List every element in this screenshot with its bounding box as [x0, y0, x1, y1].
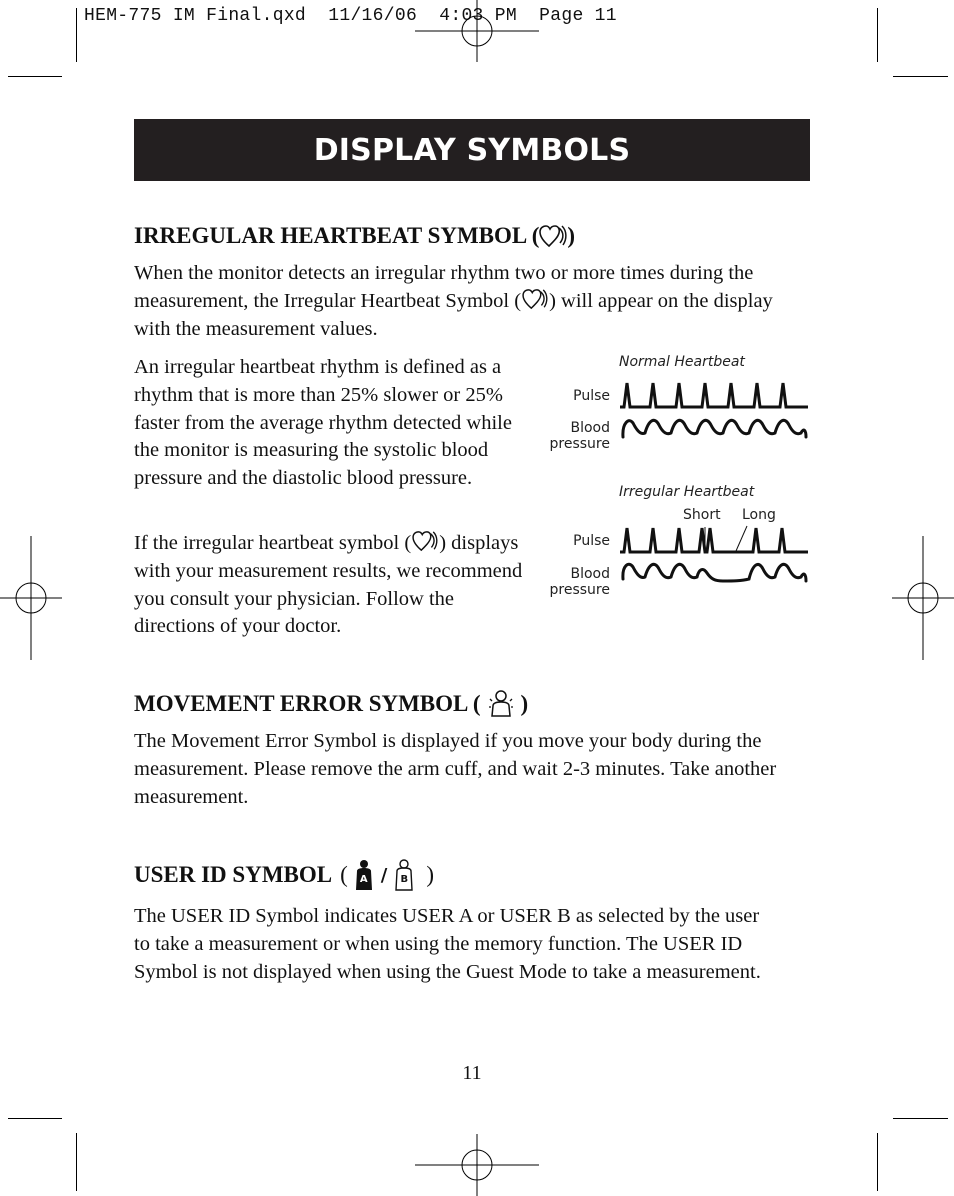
advice-after: ) displays with your measurement results, we recommend you consult your physician. Follow the directions of your doctor. — [134, 532, 523, 638]
crop-mark — [893, 1118, 948, 1119]
irregular-heartbeat-heading — [134, 222, 575, 250]
long-label: Long — [742, 507, 776, 523]
irregular-pressure-label: pressure — [549, 582, 610, 598]
intro-after: ) will appear on the display with the measurement values. — [134, 289, 773, 340]
irregular-pressure-wave — [623, 564, 806, 581]
normal-pressure-label: pressure — [549, 436, 610, 452]
long-marker — [736, 526, 747, 551]
irregular-heartbeat-title: Irregular Heartbeat — [619, 484, 755, 500]
user-id-body: The USER ID Symbol indicates USER A or USER B as selected by the user to take a measurement or when using the memory function. The USER ID Symbol is not displayed when using the Guest Mode to take a measurement. — [134, 905, 761, 983]
crop-mark — [877, 1133, 878, 1191]
crop-mark — [877, 8, 878, 62]
irregular-blood-label: Blood — [570, 566, 610, 582]
advice-before: If the irregular heartbeat symbol ( — [134, 532, 412, 554]
irregular-heartbeat-icon — [539, 224, 567, 248]
section-banner — [134, 119, 810, 181]
user-id-heading — [134, 858, 434, 892]
printer-slug: HEM-775 IM Final.qxd 11/16/06 4:03 PM Page 11 — [84, 6, 617, 26]
open-paren: ( — [340, 862, 348, 887]
registration-mark-right — [892, 536, 954, 660]
user-b-letter: B — [400, 874, 409, 885]
irregular-pulse-label: Pulse — [573, 533, 610, 549]
page-title: DISPLAY SYMBOLS — [313, 132, 631, 168]
page-number: 11 — [462, 1062, 482, 1084]
irregular-heartbeat-icon — [521, 288, 549, 310]
short-label: Short — [683, 507, 721, 523]
user-a-letter: A — [359, 874, 368, 885]
user-b-icon — [394, 859, 414, 891]
registration-mark-bottom — [415, 1134, 539, 1196]
crop-mark — [8, 76, 62, 77]
movement-error-body: The Movement Error Symbol is displayed if you move your body during the measurement. Please remove the arm cuff, and wait 2-3 minutes. Take another measurement. — [134, 730, 777, 808]
crop-mark — [76, 8, 77, 62]
close-paren: ) — [426, 862, 435, 887]
movement-error-heading — [134, 689, 528, 719]
crop-mark — [8, 1118, 62, 1119]
movement-error-icon — [487, 689, 515, 719]
normal-pulse-wave — [620, 383, 808, 407]
heading-text: USER ID SYMBOL — [134, 862, 333, 887]
normal-heartbeat-title: Normal Heartbeat — [619, 354, 745, 370]
irregular-pulse-wave — [620, 528, 808, 552]
registration-mark-top — [415, 0, 539, 62]
irregular-intro — [134, 260, 814, 343]
user-a-icon — [354, 859, 374, 891]
slash: / — [380, 864, 388, 886]
heading-text: IRREGULAR HEARTBEAT SYMBOL ( — [134, 223, 540, 248]
crop-mark — [76, 1133, 77, 1191]
registration-mark-left — [0, 536, 62, 660]
heartbeat-waveform-diagram — [615, 375, 815, 595]
normal-pulse-label: Pulse — [573, 388, 610, 404]
normal-blood-label: Blood — [570, 420, 610, 436]
heading-text: MOVEMENT ERROR SYMBOL ( — [134, 691, 481, 716]
heading-close: ) — [567, 223, 576, 248]
heading-close: ) — [520, 691, 529, 716]
irregular-heartbeat-icon — [411, 530, 439, 552]
irregular-advice — [134, 530, 539, 641]
intro-before: When the monitor detects an irregular rhythm two or more times during the measurement, the Irregular Heartbeat Symbol ( — [134, 262, 754, 312]
irregular-definition: An irregular heartbeat rhythm is defined as a rhythm that is more than 25% slower or 25% faster from the average rhythm detected while the monitor is measuring the systolic blood pressure and the diastolic blood pressure. — [134, 356, 512, 490]
crop-mark — [893, 76, 948, 77]
normal-pressure-wave — [623, 420, 806, 437]
